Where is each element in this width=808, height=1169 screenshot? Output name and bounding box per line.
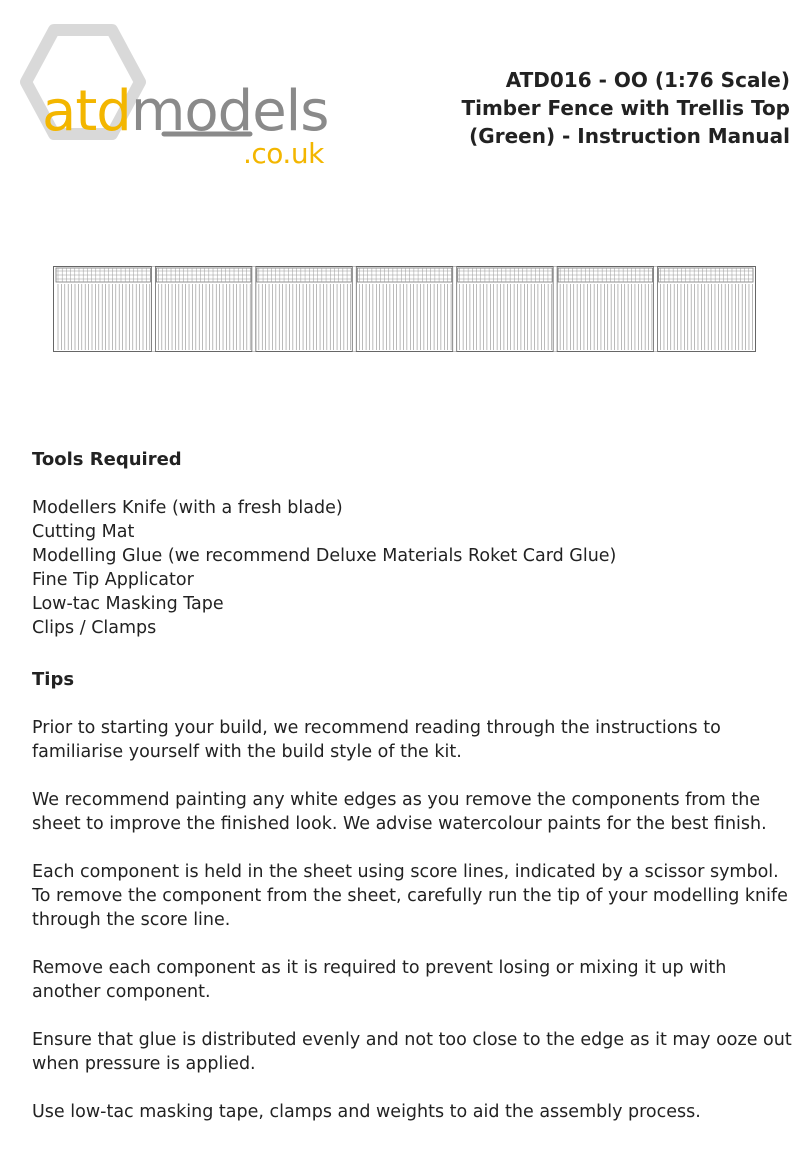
tip-paragraph: Ensure that glue is distributed evenly and not too close to the edge as it may ooze out when pressure is applied.	[32, 1030, 792, 1074]
tool-item: Cutting Mat	[32, 522, 135, 542]
instructions-content	[32, 448, 792, 1124]
tool-item: Modelling Glue (we recommend Deluxe Materials Roket Card Glue)	[32, 546, 617, 566]
logo-brand-atd: atd	[42, 79, 131, 144]
title-line-2: Timber Fence with Trellis Top	[461, 96, 790, 120]
fence-post	[654, 266, 658, 352]
fence-illustration	[53, 266, 756, 352]
tip-paragraph: Use low-tac masking tape, clamps and weights to aid the assembly process.	[32, 1102, 701, 1122]
manual-title	[461, 66, 790, 150]
tool-item: Low-tac Masking Tape	[32, 594, 224, 614]
tip-paragraph: Prior to starting your build, we recommend reading through the instructions to familiarise yourself with the build style of the kit.	[32, 718, 721, 762]
tip-paragraph: Each component is held in the sheet using score lines, indicated by a scissor symbol. To remove the component from the sheet, carefully run the tip of your modelling knife through the score line.	[32, 862, 788, 930]
fence-post	[453, 266, 457, 352]
tip-paragraph: Remove each component as it is required to prevent losing or mixing it up with another component.	[32, 958, 727, 1002]
tool-item: Modellers Knife (with a fresh blade)	[32, 498, 343, 518]
logo-domain: .co.uk	[243, 137, 324, 170]
fence-post	[553, 266, 557, 352]
atd-models-logo	[14, 22, 344, 172]
tool-item: Clips / Clamps	[32, 618, 157, 638]
title-line-3: (Green) - Instruction Manual	[469, 124, 790, 148]
fence-post	[252, 266, 256, 352]
fence-post	[151, 266, 155, 352]
tools-heading: Tools Required	[32, 449, 182, 470]
title-line-1: ATD016 - OO (1:76 Scale)	[505, 68, 790, 92]
logo-brand-models: models	[130, 79, 329, 144]
fence-post	[352, 266, 356, 352]
tool-item: Fine Tip Applicator	[32, 570, 194, 590]
logo-wordmark	[42, 79, 329, 144]
tools-list	[32, 496, 792, 640]
tip-paragraph: We recommend painting any white edges as you remove the components from the sheet to improve the finished look. We advise watercolour paints for the best finish.	[32, 790, 767, 834]
tips-heading: Tips	[32, 669, 75, 690]
